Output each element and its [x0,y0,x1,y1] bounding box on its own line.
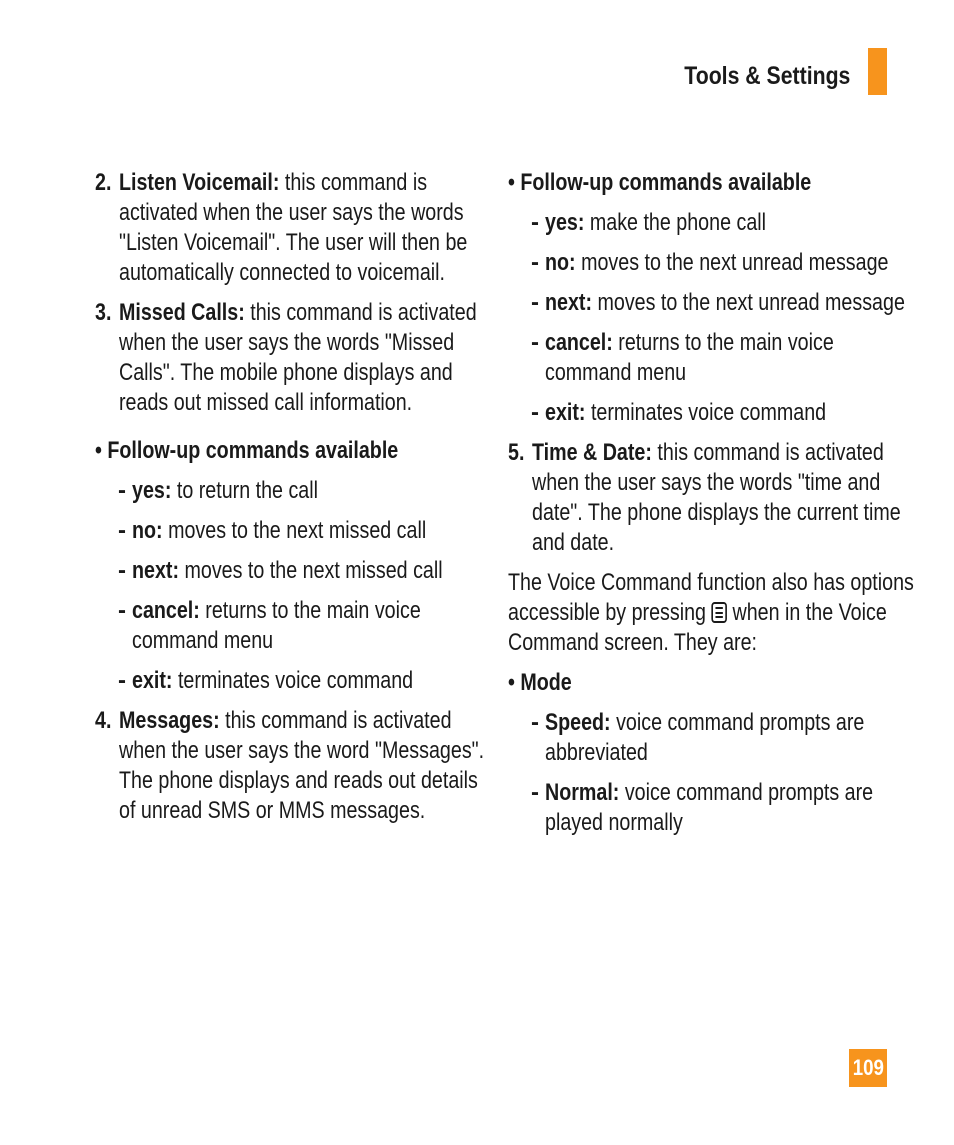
dash: - [531,329,539,356]
followup-no [508,248,908,278]
item-text [532,438,901,558]
sub-text: make the phone call [584,209,767,236]
sub-text: command menu [132,627,274,654]
item-line: reads out missed call information. [119,389,413,416]
item-text [119,298,477,418]
item-line: when the user says the words "time and [532,469,881,496]
page-number [849,1049,887,1087]
sub-text: command menu [545,359,687,386]
followup-no [95,516,485,546]
sub-term: no: [132,517,163,544]
sub-term: next: [545,289,593,316]
item-line: The phone displays and reads out details [119,767,478,794]
followup-next [508,288,908,318]
sub-term: exit: [545,399,586,426]
sub-term: no: [545,249,576,276]
item-line: activated when the user says the words [119,199,464,226]
item-line: this command is activated [219,707,452,734]
item-term: Missed Calls: [119,299,245,326]
options-paragraph [508,568,914,658]
item-text [119,168,468,288]
item-line: this command is [279,169,428,196]
sub-text: to return the call [171,477,318,504]
page-number-text: 109 [852,1055,884,1080]
para-line: Command screen. They are: [508,629,758,656]
followup-exit [95,666,485,696]
item-line: and date. [532,529,615,556]
item-line: automatically connected to voicemail. [119,259,445,286]
item-time-date [508,438,908,558]
item-line: "Listen Voicemail". The user will then be [119,229,468,256]
sub-text: abbreviated [545,739,648,766]
sub-term: yes: [545,209,585,236]
sub-text: terminates voice command [585,399,827,426]
followup-yes [508,208,908,238]
mode-heading: • Mode [508,669,572,696]
sub-term: exit: [132,667,173,694]
dash: - [118,557,126,584]
item-line: Calls". The mobile phone displays and [119,359,453,386]
item-term: Messages: [119,707,220,734]
right-column [508,168,914,848]
sub-term: cancel: [132,597,200,624]
sub-text: returns to the main voice [199,597,421,624]
item-line: date". The phone displays the current time [532,499,901,526]
left-column [95,168,485,836]
followup-exit [508,398,908,428]
sub-term: yes: [132,477,172,504]
followup-next [95,556,485,586]
item-messages [95,706,485,826]
item-number: 4. [95,707,112,734]
sub-text: moves to the next missed call [162,517,427,544]
sub-text: voice command prompts are [619,779,874,806]
sub-text: returns to the main voice [612,329,834,356]
dash: - [531,709,539,736]
followup-cancel [508,328,908,388]
sub-term: next: [132,557,180,584]
sub-text: moves to the next unread message [592,289,905,316]
item-number: 3. [95,299,112,326]
item-line: when the user says the word "Messages". [119,737,485,764]
dash: - [118,517,126,544]
mode-speed [508,708,908,768]
item-missed-calls [95,298,485,418]
item-term: Listen Voicemail: [119,169,280,196]
menu-key-icon [711,602,727,623]
sub-text: moves to the next unread message [575,249,889,276]
dash: - [531,779,539,806]
followup-cancel [95,596,485,656]
followup-yes [95,476,485,506]
dash: - [118,597,126,624]
item-line: of unread SMS or MMS messages. [119,797,426,824]
item-text [119,706,485,826]
item-number: 2. [95,169,112,196]
sub-term: Speed: [545,709,611,736]
item-listen-voicemail [95,168,485,288]
dash: - [531,399,539,426]
sub-text: moves to the next missed call [179,557,443,584]
dash: - [531,249,539,276]
dash: - [531,289,539,316]
section-tab-marker [868,48,887,95]
dash: - [118,477,126,504]
item-number: 5. [508,439,525,466]
item-term: Time & Date: [532,439,652,466]
sub-text: voice command prompts are [610,709,865,736]
sub-text: terminates voice command [172,667,414,694]
item-line: when the user says the words "Missed [119,329,455,356]
sub-term: Normal: [545,779,620,806]
dash: - [118,667,126,694]
para-line: accessible by pressing [508,599,712,626]
sub-text: played normally [545,809,683,836]
item-line: this command is activated [651,439,884,466]
followup-heading: • Follow-up commands available [95,437,399,464]
sub-term: cancel: [545,329,613,356]
para-line: when in the Voice [727,599,887,626]
para-line: The Voice Command function also has options [508,569,914,596]
followup-heading: • Follow-up commands available [508,169,812,196]
dash: - [531,209,539,236]
mode-normal [508,778,908,838]
item-line: this command is activated [244,299,477,326]
section-title: Tools & Settings [683,62,850,90]
